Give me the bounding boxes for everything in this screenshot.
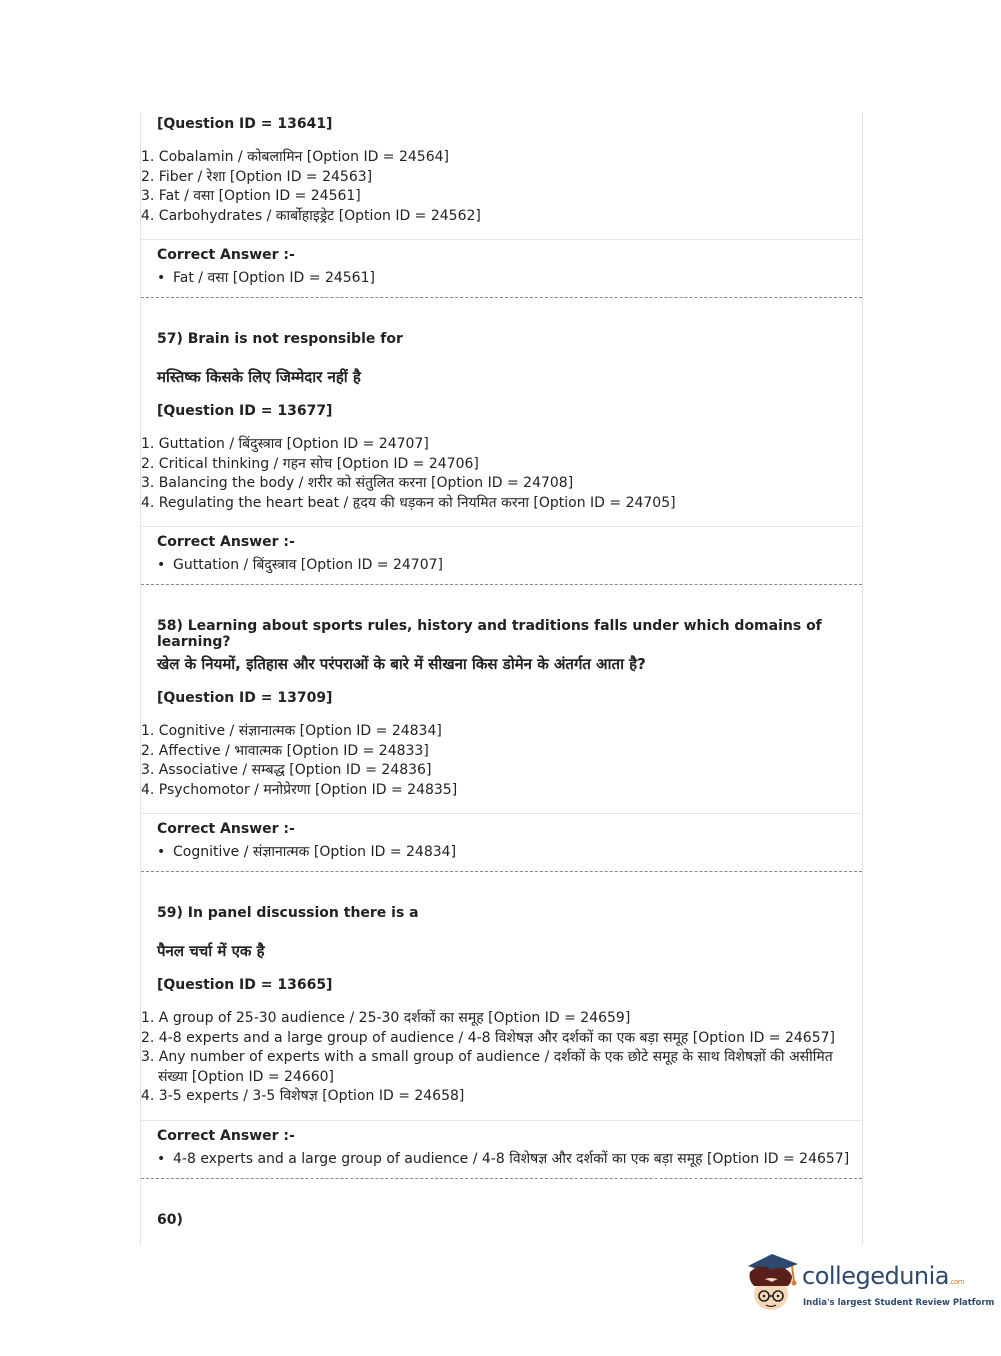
correct-answer-text: Fat / वसा [Option ID = 24561]: [173, 270, 375, 286]
question-id-13641: [Question ID = 13641]: [157, 116, 333, 132]
question-58-hindi: खेल के नियमों, इतिहास और परंपराओं के बारे में सीखना किस डोमेन के अंतर्गत आता है?: [157, 655, 646, 673]
option-item: 4. Psychomotor / मनोप्रेरणा [Option ID = 24835]: [141, 781, 458, 798]
option-item-continuation: संख्या [Option ID = 24660]: [158, 1068, 335, 1085]
question-id-13709: [Question ID = 13709]: [157, 690, 333, 706]
options-13665: [141, 1009, 862, 1107]
options-13709: [141, 722, 862, 800]
logo-tagline: India's largest Student Review Platform: [803, 1298, 995, 1308]
option-item: 3. Fat / वसा [Option ID = 24561]: [141, 188, 361, 205]
correct-answer-text: Guttation / बिंदुस्त्राव [Option ID = 24707]: [173, 557, 443, 573]
question-divider: [141, 297, 862, 298]
correct-answer-text: Cognitive / संज्ञानात्मक [Option ID = 24834]: [173, 844, 457, 860]
option-item: 3. Associative / सम्बद्ध [Option ID = 24836]: [141, 762, 432, 779]
question-divider: [141, 871, 862, 872]
correct-answer: • Guttation / बिंदुस्त्राव [Option ID = 24707]: [157, 557, 443, 573]
option-item: 2. Affective / भावात्मक [Option ID = 24833]: [141, 742, 429, 759]
exam-page: [140, 112, 863, 1245]
correct-answer-label: Correct Answer :-: [157, 1128, 295, 1144]
option-item: 2. Fiber / रेशा [Option ID = 24563]: [141, 168, 373, 185]
question-id-13665: [Question ID = 13665]: [157, 977, 333, 993]
collegedunia-logo: [742, 1250, 995, 1320]
logo-dotcom: .com: [949, 1278, 965, 1286]
correct-answer-label: Correct Answer :-: [157, 821, 295, 837]
correct-answer: • Fat / वसा [Option ID = 24561]: [157, 270, 375, 286]
option-item: 1. Cobalamin / कोबलामिन [Option ID = 24564]: [141, 149, 449, 165]
correct-answer-text: 4-8 experts and a large group of audience / 4-8 विशेषज्ञ और दर्शकों का एक बड़ा समूह [Option ID = 24657]: [173, 1151, 850, 1167]
question-59-title: 59) In panel discussion there is a: [157, 905, 419, 921]
option-item: 2. 4-8 experts and a large group of audience / 4-8 विशेषज्ञ और दर्शकों का एक बड़ा समूह [Option ID = 24657]: [141, 1029, 835, 1046]
option-item: 1. Cognitive / संज्ञानात्मक [Option ID = 24834]: [141, 723, 442, 739]
question-id-13677: [Question ID = 13677]: [157, 403, 333, 419]
section-divider: [141, 239, 862, 240]
option-item: 4. Carbohydrates / कार्बोहाइड्रेट [Option ID = 24562]: [141, 207, 481, 224]
question-60-title: 60): [157, 1212, 183, 1228]
mascot-icon: [742, 1252, 800, 1314]
option-item: 3. Any number of experts with a small group of audience / दर्शकों के एक छोटे समूह के साथ विशेषज्ञों की असीमित: [141, 1049, 833, 1066]
option-item: 3. Balancing the body / शरीर को संतुलित करना [Option ID = 24708]: [141, 475, 574, 492]
question-59-hindi: पैनल चर्चा में एक है: [157, 942, 265, 960]
section-divider: [141, 1120, 862, 1121]
question-58-title: 58) Learning about sports rules, history and traditions falls under which domains of learning?: [157, 618, 822, 650]
question-57-hindi: मस्तिष्क किसके लिए जिम्मेदार नहीं है: [157, 368, 361, 386]
correct-answer-label: Correct Answer :-: [157, 247, 295, 263]
section-divider: [141, 813, 862, 814]
correct-answer: • 4-8 experts and a large group of audience / 4-8 विशेषज्ञ और दर्शकों का एक बड़ा समूह [Option ID = 24657]: [157, 1151, 850, 1167]
question-divider: [141, 584, 862, 585]
correct-answer-label: Correct Answer :-: [157, 534, 295, 550]
options-13677: [141, 435, 862, 513]
option-item: 2. Critical thinking / गहन सोच [Option ID = 24706]: [141, 455, 479, 472]
question-divider: [141, 1178, 862, 1179]
options-13641: [141, 148, 862, 226]
question-57-title: 57) Brain is not responsible for: [157, 331, 403, 347]
section-divider: [141, 526, 862, 527]
option-item: 4. Regulating the heart beat / हृदय की धड़कन को नियमित करना [Option ID = 24705]: [141, 494, 676, 511]
logo-name: collegedunia: [802, 1262, 950, 1290]
option-item: 1. Guttation / बिंदुस्त्राव [Option ID = 24707]: [141, 436, 429, 452]
correct-answer: • Cognitive / संज्ञानात्मक [Option ID = 24834]: [157, 844, 457, 860]
logo-wordmark: [802, 1262, 964, 1290]
option-item: 1. A group of 25-30 audience / 25-30 दर्शकों का समूह [Option ID = 24659]: [141, 1010, 631, 1026]
option-item: 4. 3-5 experts / 3-5 विशेषज्ञ [Option ID = 24658]: [141, 1088, 465, 1105]
